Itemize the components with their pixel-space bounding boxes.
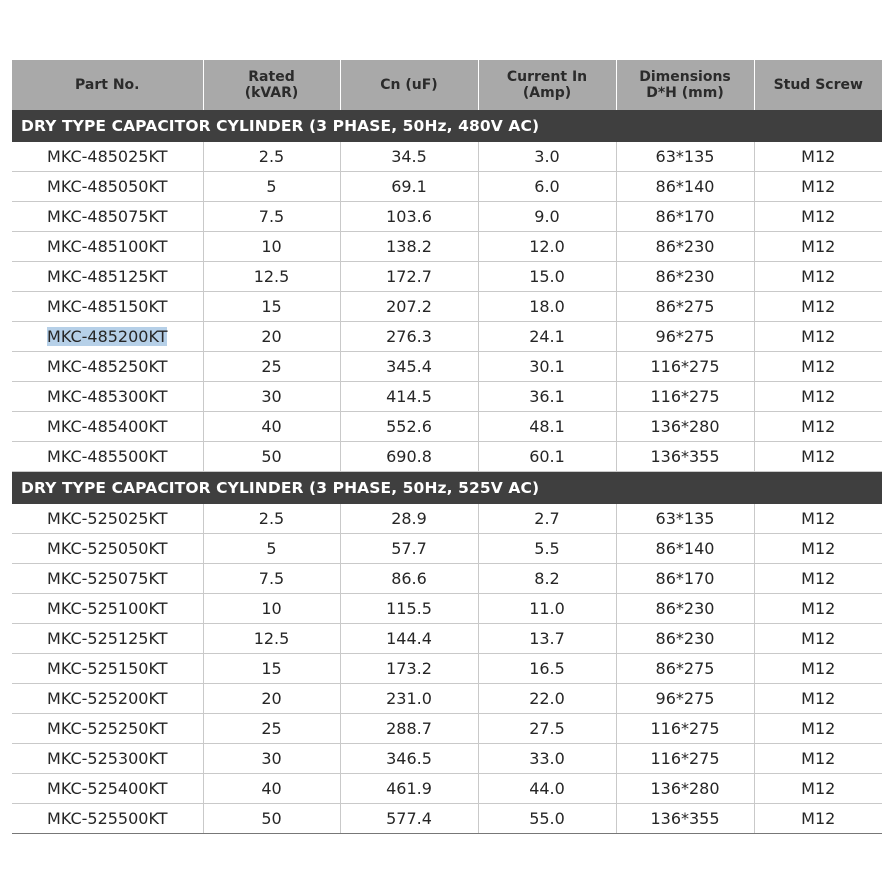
current-cell: 24.1 [478, 322, 616, 352]
cn-cell: 552.6 [340, 412, 478, 442]
header-stud-screw-line: Stud Screw [773, 77, 863, 93]
part-no-cell: MKC-485050KT [12, 172, 203, 202]
section-title: DRY TYPE CAPACITOR CYLINDER (3 PHASE, 50Hz, 525V AC) [12, 472, 882, 505]
cn-cell: 276.3 [340, 322, 478, 352]
current-cell: 33.0 [478, 744, 616, 774]
current-cell: 36.1 [478, 382, 616, 412]
stud-screw-cell: M12 [754, 442, 882, 472]
rated-cell: 50 [203, 804, 340, 834]
table-row [12, 744, 882, 774]
current-cell: 55.0 [478, 804, 616, 834]
stud-screw-cell: M12 [754, 714, 882, 744]
dimensions-cell: 86*230 [616, 594, 754, 624]
header-dimensions-line: Dimensions [639, 69, 731, 85]
rated-cell: 15 [203, 654, 340, 684]
table-header [12, 60, 882, 110]
table-row [12, 322, 882, 352]
part-no-cell [12, 322, 203, 352]
header-rated-line: (kVAR) [244, 85, 299, 101]
part-no-cell: MKC-525125KT [12, 624, 203, 654]
current-cell: 15.0 [478, 262, 616, 292]
stud-screw-cell: M12 [754, 292, 882, 322]
part-no-cell: MKC-525050KT [12, 534, 203, 564]
stud-screw-cell: M12 [754, 232, 882, 262]
stud-screw-cell: M12 [754, 654, 882, 684]
header-current-line: Current In [506, 69, 588, 85]
current-cell: 44.0 [478, 774, 616, 804]
header-row [12, 60, 882, 110]
dimensions-cell: 136*280 [616, 774, 754, 804]
rated-cell: 10 [203, 594, 340, 624]
current-cell: 12.0 [478, 232, 616, 262]
cn-cell: 690.8 [340, 442, 478, 472]
part-no-cell: MKC-485400KT [12, 412, 203, 442]
rated-cell: 10 [203, 232, 340, 262]
cn-cell: 461.9 [340, 774, 478, 804]
dimensions-cell: 86*230 [616, 232, 754, 262]
rated-cell: 12.5 [203, 262, 340, 292]
current-cell: 11.0 [478, 594, 616, 624]
stud-screw-cell: M12 [754, 594, 882, 624]
rated-cell: 7.5 [203, 202, 340, 232]
cn-cell: 57.7 [340, 534, 478, 564]
rated-cell: 40 [203, 774, 340, 804]
stud-screw-cell: M12 [754, 412, 882, 442]
stud-screw-cell: M12 [754, 142, 882, 172]
header-current [478, 60, 616, 110]
part-no-cell: MKC-525200KT [12, 684, 203, 714]
capacitor-spec-table [12, 60, 882, 834]
current-cell: 3.0 [478, 142, 616, 172]
section-header-row [12, 472, 882, 505]
dimensions-cell: 116*275 [616, 382, 754, 412]
table-row [12, 262, 882, 292]
section-title: DRY TYPE CAPACITOR CYLINDER (3 PHASE, 50Hz, 480V AC) [12, 110, 882, 142]
table-row [12, 442, 882, 472]
table-row [12, 172, 882, 202]
table-row [12, 624, 882, 654]
dimensions-cell: 86*230 [616, 624, 754, 654]
rated-cell: 2.5 [203, 142, 340, 172]
cn-cell: 288.7 [340, 714, 478, 744]
part-no-cell: MKC-485500KT [12, 442, 203, 472]
part-no-cell: MKC-525500KT [12, 804, 203, 834]
dimensions-cell: 136*355 [616, 804, 754, 834]
cn-cell: 69.1 [340, 172, 478, 202]
dimensions-cell: 86*140 [616, 172, 754, 202]
dimensions-cell: 86*170 [616, 202, 754, 232]
stud-screw-cell: M12 [754, 382, 882, 412]
table-row [12, 594, 882, 624]
dimensions-cell: 116*275 [616, 352, 754, 382]
header-cn [340, 60, 478, 110]
cn-cell: 172.7 [340, 262, 478, 292]
current-cell: 16.5 [478, 654, 616, 684]
current-cell: 48.1 [478, 412, 616, 442]
header-rated-line: Rated [248, 69, 295, 85]
dimensions-cell: 86*275 [616, 292, 754, 322]
dimensions-cell: 116*275 [616, 714, 754, 744]
current-cell: 6.0 [478, 172, 616, 202]
current-cell: 8.2 [478, 564, 616, 594]
rated-cell: 40 [203, 412, 340, 442]
table-row [12, 804, 882, 834]
dimensions-cell: 96*275 [616, 684, 754, 714]
part-no-cell: MKC-525025KT [12, 504, 203, 534]
table-row [12, 382, 882, 412]
cn-cell: 103.6 [340, 202, 478, 232]
stud-screw-cell: M12 [754, 352, 882, 382]
part-no-cell: MKC-525100KT [12, 594, 203, 624]
rated-cell: 2.5 [203, 504, 340, 534]
table-row [12, 142, 882, 172]
dimensions-cell: 116*275 [616, 744, 754, 774]
dimensions-cell: 63*135 [616, 142, 754, 172]
table-row [12, 504, 882, 534]
rated-cell: 25 [203, 714, 340, 744]
stud-screw-cell: M12 [754, 684, 882, 714]
part-no-cell: MKC-525250KT [12, 714, 203, 744]
current-cell: 2.7 [478, 504, 616, 534]
current-cell: 27.5 [478, 714, 616, 744]
dimensions-cell: 86*170 [616, 564, 754, 594]
stud-screw-cell: M12 [754, 262, 882, 292]
stud-screw-cell: M12 [754, 504, 882, 534]
cn-cell: 28.9 [340, 504, 478, 534]
current-cell: 5.5 [478, 534, 616, 564]
part-no-cell: MKC-525150KT [12, 654, 203, 684]
rated-cell: 7.5 [203, 564, 340, 594]
table-body [12, 110, 882, 834]
cn-cell: 414.5 [340, 382, 478, 412]
table-row [12, 202, 882, 232]
stud-screw-cell: M12 [754, 322, 882, 352]
rated-cell: 5 [203, 534, 340, 564]
part-no-cell: MKC-525400KT [12, 774, 203, 804]
rated-cell: 50 [203, 442, 340, 472]
stud-screw-cell: M12 [754, 534, 882, 564]
table-row [12, 534, 882, 564]
part-no-cell: MKC-485150KT [12, 292, 203, 322]
current-cell: 22.0 [478, 684, 616, 714]
rated-cell: 5 [203, 172, 340, 202]
table-row [12, 292, 882, 322]
stud-screw-cell: M12 [754, 564, 882, 594]
part-no-cell: MKC-485075KT [12, 202, 203, 232]
cn-cell: 86.6 [340, 564, 478, 594]
stud-screw-cell: M12 [754, 774, 882, 804]
rated-cell: 20 [203, 322, 340, 352]
part-no-cell: MKC-485250KT [12, 352, 203, 382]
table-row [12, 654, 882, 684]
part-no-cell: MKC-485300KT [12, 382, 203, 412]
cn-cell: 577.4 [340, 804, 478, 834]
header-part-no [12, 60, 203, 110]
part-no-cell: MKC-485025KT [12, 142, 203, 172]
dimensions-cell: 86*140 [616, 534, 754, 564]
dimensions-cell: 136*280 [616, 412, 754, 442]
table-row [12, 232, 882, 262]
rated-cell: 25 [203, 352, 340, 382]
selected-text[interactable]: MKC-485200KT [47, 327, 168, 346]
header-part-no-line: Part No. [75, 77, 140, 93]
cn-cell: 231.0 [340, 684, 478, 714]
cn-cell: 34.5 [340, 142, 478, 172]
stud-screw-cell: M12 [754, 744, 882, 774]
cn-cell: 173.2 [340, 654, 478, 684]
dimensions-cell: 86*275 [616, 654, 754, 684]
dimensions-cell: 86*230 [616, 262, 754, 292]
header-dimensions [616, 60, 754, 110]
rated-cell: 20 [203, 684, 340, 714]
rated-cell: 30 [203, 382, 340, 412]
dimensions-cell: 136*355 [616, 442, 754, 472]
cn-cell: 144.4 [340, 624, 478, 654]
current-cell: 30.1 [478, 352, 616, 382]
stud-screw-cell: M12 [754, 624, 882, 654]
cn-cell: 207.2 [340, 292, 478, 322]
current-cell: 18.0 [478, 292, 616, 322]
rated-cell: 15 [203, 292, 340, 322]
stud-screw-cell: M12 [754, 804, 882, 834]
cn-cell: 345.4 [340, 352, 478, 382]
rated-cell: 12.5 [203, 624, 340, 654]
dimensions-cell: 63*135 [616, 504, 754, 534]
current-cell: 13.7 [478, 624, 616, 654]
stud-screw-cell: M12 [754, 172, 882, 202]
current-cell: 60.1 [478, 442, 616, 472]
part-no-cell: MKC-485100KT [12, 232, 203, 262]
header-cn-line: Cn (uF) [380, 77, 438, 93]
stud-screw-cell: M12 [754, 202, 882, 232]
header-stud-screw [754, 60, 882, 110]
table-row [12, 412, 882, 442]
cn-cell: 138.2 [340, 232, 478, 262]
cn-cell: 346.5 [340, 744, 478, 774]
table-row [12, 684, 882, 714]
section-header-row [12, 110, 882, 142]
table-row [12, 714, 882, 744]
part-no-cell: MKC-525075KT [12, 564, 203, 594]
part-no-cell: MKC-525300KT [12, 744, 203, 774]
table-row [12, 564, 882, 594]
header-dimensions-line: D*H (mm) [646, 85, 724, 101]
rated-cell: 30 [203, 744, 340, 774]
dimensions-cell: 96*275 [616, 322, 754, 352]
part-no-cell: MKC-485125KT [12, 262, 203, 292]
table-row [12, 774, 882, 804]
header-current-line: (Amp) [522, 85, 572, 101]
cn-cell: 115.5 [340, 594, 478, 624]
table-row [12, 352, 882, 382]
current-cell: 9.0 [478, 202, 616, 232]
header-rated [203, 60, 340, 110]
